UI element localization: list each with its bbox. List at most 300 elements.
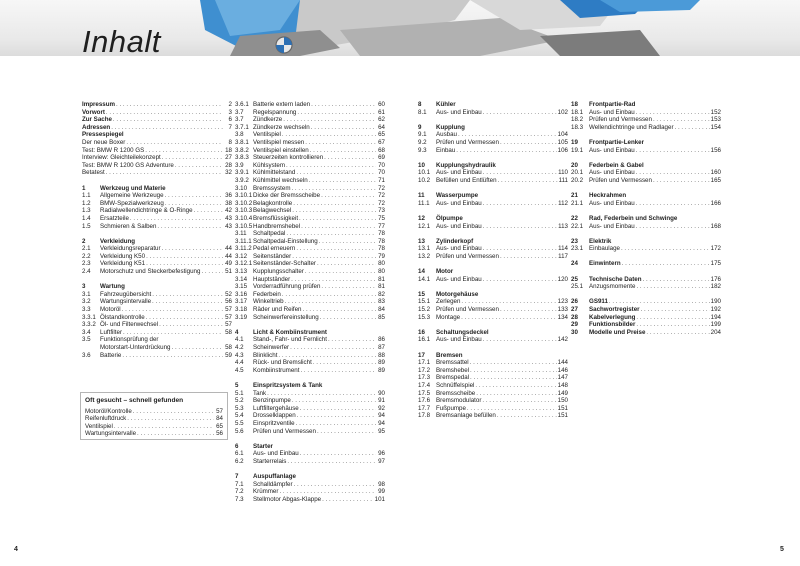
toc-leader-dots xyxy=(123,329,223,337)
toc-leader-dots xyxy=(201,268,223,276)
page-title: Inhalt xyxy=(82,24,161,56)
toc-entry-page: 43 xyxy=(225,222,232,230)
toc-entry[interactable] xyxy=(82,291,232,299)
toc-entry[interactable] xyxy=(571,306,721,314)
toc-entry-number: 7.3 xyxy=(235,495,244,503)
toc-leader-dots xyxy=(296,420,376,428)
quick-find-entry[interactable] xyxy=(85,415,223,423)
toc-leader-dots xyxy=(116,101,223,109)
toc-entry-number: 2.3 xyxy=(82,260,91,268)
quick-find-list xyxy=(85,408,223,438)
toc-entry[interactable] xyxy=(235,291,385,299)
toc-leader-dots xyxy=(175,162,223,170)
toc-entry[interactable] xyxy=(82,260,232,268)
toc-entry[interactable] xyxy=(235,230,385,238)
toc-entry[interactable] xyxy=(235,192,385,200)
toc-entry-number: 22.1 xyxy=(571,222,584,230)
toc-entry[interactable] xyxy=(235,496,385,504)
toc-spacer xyxy=(571,154,721,162)
toc-leader-dots xyxy=(310,147,376,155)
toc-entry-label: Verkleidung K51 xyxy=(100,260,146,268)
toc-leader-dots xyxy=(300,367,376,375)
toc-spacer xyxy=(571,291,721,299)
toc-entry[interactable] xyxy=(418,253,568,261)
toc-leader-dots xyxy=(114,423,214,431)
toc-entry-number: 17 xyxy=(418,351,425,359)
toc-entry-page: 156 xyxy=(710,146,721,154)
toc-entry[interactable] xyxy=(82,139,232,147)
toc-entry-number: 16 xyxy=(418,328,425,336)
toc-entry[interactable] xyxy=(235,109,385,117)
toc-entry-label: Seitenständer xyxy=(253,252,292,260)
toc-entry[interactable] xyxy=(235,344,385,352)
toc-entry[interactable] xyxy=(235,276,385,284)
toc-entry-page: 38 xyxy=(225,199,232,207)
toc-entry[interactable] xyxy=(418,336,568,344)
toc-entry-label: Öl- und Filterwechsel xyxy=(100,321,159,329)
toc-chapter-heading[interactable] xyxy=(418,162,568,170)
toc-entry-label: Aus- und Einbau xyxy=(436,275,482,283)
toc-entry-label: Krümmer xyxy=(253,488,279,496)
toc-spacer xyxy=(418,321,568,329)
toc-leader-dots xyxy=(320,314,376,322)
toc-entry[interactable] xyxy=(82,268,232,276)
toc-entry[interactable] xyxy=(418,314,568,322)
toc-entry[interactable] xyxy=(418,306,568,314)
toc-entry[interactable] xyxy=(82,253,232,261)
toc-entry[interactable] xyxy=(571,109,721,117)
toc-chapter-heading[interactable] xyxy=(235,382,385,390)
toc-entry[interactable] xyxy=(82,321,232,329)
toc-entry[interactable] xyxy=(571,116,721,124)
toc-entry[interactable] xyxy=(571,314,721,322)
toc-leader-dots xyxy=(636,169,710,177)
toc-entry[interactable] xyxy=(235,336,385,344)
toc-spacer xyxy=(235,466,385,474)
toc-entry-label: Starter xyxy=(253,442,273,450)
toc-entry[interactable] xyxy=(235,177,385,185)
toc-entry[interactable] xyxy=(571,245,721,253)
toc-entry-label: Vorwort xyxy=(82,108,105,116)
toc-entry[interactable] xyxy=(235,131,385,139)
toc-entry-page: 44 xyxy=(225,252,232,260)
toc-entry[interactable] xyxy=(82,124,232,132)
toc-entry-number: 4.3 xyxy=(235,351,244,359)
toc-entry[interactable] xyxy=(235,412,385,420)
toc-entry-number: 17.8 xyxy=(418,412,431,420)
toc-entry-number: 15.3 xyxy=(418,313,431,321)
toc-entry-number: 18.3 xyxy=(571,123,584,131)
toc-entry-page: 28 xyxy=(225,161,232,169)
toc-entry-page: 71 xyxy=(378,176,385,184)
toc-entry[interactable] xyxy=(235,185,385,193)
toc-entry-label: Der neue Boxer xyxy=(82,138,126,146)
toc-chapter-heading[interactable] xyxy=(418,101,568,109)
toc-leader-dots xyxy=(111,124,223,132)
toc-entry-page: 190 xyxy=(710,298,721,306)
toc-entry[interactable] xyxy=(235,238,385,246)
toc-spacer xyxy=(82,177,232,185)
quick-find-box xyxy=(80,392,228,440)
toc-leader-dots xyxy=(291,185,376,193)
toc-entry-number: 5.4 xyxy=(235,412,244,420)
toc-entry-number: 5.3 xyxy=(235,404,244,412)
toc-entry-number: 3.8.2 xyxy=(235,146,249,154)
toc-entry-label: Tank xyxy=(253,389,267,397)
toc-entry[interactable] xyxy=(235,314,385,322)
toc-entry[interactable] xyxy=(235,268,385,276)
toc-entry[interactable] xyxy=(571,260,721,268)
toc-entry-number: 1.4 xyxy=(82,214,91,222)
toc-entry[interactable] xyxy=(418,298,568,306)
toc-entry-page: 87 xyxy=(378,344,385,351)
toc-entry-number: 18.1 xyxy=(571,108,584,116)
toc-entry[interactable] xyxy=(571,169,721,177)
toc-entry-page: 117 xyxy=(558,252,568,260)
toc-leader-dots xyxy=(267,390,376,398)
toc-entry-page: 134 xyxy=(557,313,568,321)
toc-entry-label: Handbremshebel xyxy=(253,222,301,230)
toc-entry-number: 27 xyxy=(571,306,578,314)
toc-entry-page: 175 xyxy=(710,260,721,268)
toc-entry-number: 5.6 xyxy=(235,427,244,435)
toc-leader-dots xyxy=(500,253,557,261)
toc-entry-number: 17.3 xyxy=(418,374,431,382)
toc-entry[interactable] xyxy=(82,223,232,231)
toc-entry-label: Steuerzeiten kontrollieren xyxy=(253,154,324,162)
toc-entry-number: 21 xyxy=(571,192,578,200)
toc-chapter-heading[interactable] xyxy=(571,101,721,109)
toc-spacer xyxy=(571,131,721,139)
toc-entry[interactable] xyxy=(571,177,721,185)
toc-entry-label: Aus- und Einbau xyxy=(589,108,635,116)
toc-entry[interactable] xyxy=(571,147,721,155)
toc-chapter-heading[interactable] xyxy=(571,162,721,170)
toc-entry-page: 78 xyxy=(378,237,385,245)
toc-entry-page: 160 xyxy=(710,169,721,177)
toc-chapter-heading[interactable] xyxy=(82,131,232,139)
toc-entry-label: Funktionsbilder xyxy=(589,321,636,329)
toc-entry-label: Bremssattel xyxy=(436,359,469,367)
toc-entry[interactable] xyxy=(235,215,385,223)
toc-entry-page: 91 xyxy=(378,397,385,405)
toc-chapter-heading[interactable] xyxy=(571,139,721,147)
toc-entry-page: 199 xyxy=(710,321,721,329)
toc-entry[interactable] xyxy=(571,276,721,284)
toc-entry-label: Schaltpedal-Einstellung xyxy=(253,237,318,245)
toc-chapter-heading[interactable] xyxy=(571,215,721,223)
toc-entry[interactable] xyxy=(82,245,232,253)
toc-entry[interactable] xyxy=(82,116,232,124)
toc-leader-dots xyxy=(133,408,214,416)
toc-entry-number: 2.1 xyxy=(82,245,91,253)
quick-find-entry[interactable] xyxy=(85,408,223,416)
toc-entry[interactable] xyxy=(418,245,568,253)
toc-entry-page: 67 xyxy=(378,138,385,146)
toc-leader-dots xyxy=(609,298,710,306)
toc-entry[interactable] xyxy=(235,154,385,162)
toc-entry[interactable] xyxy=(82,215,232,223)
toc-leader-dots xyxy=(106,109,223,117)
toc-entry-page: 56 xyxy=(225,298,232,306)
toc-chapter-heading[interactable] xyxy=(235,329,385,337)
toc-entry[interactable] xyxy=(418,147,568,155)
toc-leader-dots xyxy=(621,245,710,253)
toc-entry-label: Schmieren & Salben xyxy=(100,222,157,230)
toc-entry[interactable] xyxy=(418,139,568,147)
toc-entry[interactable] xyxy=(82,298,232,306)
toc-entry-label: Bremsflüssigkeit xyxy=(253,214,299,222)
toc-entry[interactable] xyxy=(235,306,385,314)
toc-entry[interactable] xyxy=(82,344,232,352)
quick-find-entry[interactable] xyxy=(85,423,223,431)
toc-entry-number: 3.17 xyxy=(235,298,248,306)
toc-entry-page: 101 xyxy=(374,495,385,503)
toc-entry-label: Befüllen und Entlüften xyxy=(436,176,497,184)
toc-entry[interactable] xyxy=(571,283,721,291)
toc-entry[interactable] xyxy=(235,200,385,208)
toc-entry-label: Kabelverlegung xyxy=(589,313,636,321)
toc-leader-dots xyxy=(641,306,710,314)
toc-chapter-heading[interactable] xyxy=(235,473,385,481)
toc-entry-page: 79 xyxy=(378,252,385,260)
toc-entry-label: Zündkerze wechseln xyxy=(253,123,310,131)
toc-entry[interactable] xyxy=(418,405,568,413)
toc-entry[interactable] xyxy=(82,329,232,337)
toc-entry-label: Allgemeine Werkzeuge xyxy=(100,192,164,200)
toc-leader-dots xyxy=(152,291,223,299)
toc-leader-dots xyxy=(636,147,710,155)
toc-entry-number: 3.9.2 xyxy=(235,176,249,184)
toc-entry[interactable] xyxy=(235,101,385,109)
toc-entry-label: Blinklicht xyxy=(253,351,278,359)
toc-leader-dots xyxy=(313,359,376,367)
toc-spacer xyxy=(571,230,721,238)
toc-chapter-heading[interactable] xyxy=(82,283,232,291)
toc-entry[interactable] xyxy=(418,200,568,208)
toc-entry[interactable] xyxy=(235,352,385,360)
toc-entry[interactable] xyxy=(235,428,385,436)
toc-leader-dots xyxy=(165,200,223,208)
toc-leader-dots xyxy=(127,415,214,423)
toc-chapter-heading[interactable] xyxy=(418,268,568,276)
toc-entry-page: 8 xyxy=(228,138,232,146)
toc-entry[interactable] xyxy=(82,154,232,162)
toc-entry-number: 3.10.5 xyxy=(235,222,253,230)
toc-entry[interactable] xyxy=(571,200,721,208)
toc-entry[interactable] xyxy=(235,283,385,291)
toc-chapter-heading[interactable] xyxy=(235,443,385,451)
toc-entry[interactable] xyxy=(235,223,385,231)
toc-entry-label: Bremsanlage befüllen xyxy=(436,412,496,420)
toc-entry[interactable] xyxy=(418,276,568,284)
toc-entry[interactable] xyxy=(418,169,568,177)
toc-entry-number: 3.5 xyxy=(82,336,91,344)
toc-entry-page: 133 xyxy=(557,306,568,314)
toc-entry-page: 192 xyxy=(710,306,721,314)
toc-entry[interactable] xyxy=(571,223,721,231)
toc-entry[interactable] xyxy=(571,329,721,337)
toc-entry[interactable] xyxy=(418,109,568,117)
toc-chapter-heading[interactable] xyxy=(82,238,232,246)
toc-entry-label: Einbaulage xyxy=(589,245,620,253)
toc-entry-label: Montage xyxy=(436,313,461,321)
toc-leader-dots xyxy=(194,207,223,215)
toc-entry[interactable] xyxy=(82,101,232,109)
toc-entry[interactable] xyxy=(418,390,568,398)
toc-chapter-heading[interactable] xyxy=(418,215,568,223)
toc-leader-dots xyxy=(162,245,223,253)
toc-chapter-heading[interactable] xyxy=(418,238,568,246)
toc-entry[interactable] xyxy=(235,169,385,177)
toc-entry[interactable] xyxy=(82,314,232,322)
toc-entry[interactable] xyxy=(235,260,385,268)
toc-entry[interactable] xyxy=(418,367,568,375)
toc-entry-label: Radialwellendichtringe & O-Ringe xyxy=(100,207,193,215)
toc-entry[interactable] xyxy=(571,298,721,306)
toc-entry[interactable] xyxy=(235,481,385,489)
toc-entry[interactable] xyxy=(235,359,385,367)
toc-entry[interactable] xyxy=(235,245,385,253)
toc-entry[interactable] xyxy=(235,124,385,132)
toc-entry-page: 72 xyxy=(378,184,385,192)
toc-entry[interactable] xyxy=(418,223,568,231)
toc-entry-label: Rück- und Bremslicht xyxy=(253,359,312,367)
toc-leader-dots xyxy=(322,496,374,504)
toc-entry[interactable] xyxy=(82,207,232,215)
toc-entry[interactable] xyxy=(235,390,385,398)
toc-entry-page: 89 xyxy=(378,359,385,367)
toc-entry[interactable] xyxy=(235,488,385,496)
toc-entry[interactable] xyxy=(235,397,385,405)
toc-leader-dots xyxy=(282,291,376,299)
toc-entry-number: 17.4 xyxy=(418,381,431,389)
toc-entry[interactable] xyxy=(82,162,232,170)
toc-chapter-heading[interactable] xyxy=(571,238,721,246)
toc-entry[interactable] xyxy=(235,139,385,147)
toc-chapter-heading[interactable] xyxy=(571,192,721,200)
toc-entry-label: Aus- und Einbau xyxy=(436,169,482,177)
toc-leader-dots xyxy=(461,298,556,306)
toc-entry[interactable] xyxy=(235,420,385,428)
toc-leader-dots xyxy=(636,283,709,291)
toc-entry-page: 61 xyxy=(378,108,385,116)
toc-entry[interactable] xyxy=(82,192,232,200)
toc-spacer xyxy=(82,230,232,238)
toc-entry-label: Pedal erneuern xyxy=(253,245,296,253)
toc-chapter-heading[interactable] xyxy=(418,192,568,200)
toc-entry[interactable] xyxy=(235,207,385,215)
toc-spacer xyxy=(235,435,385,443)
toc-entry-number: 18.2 xyxy=(571,116,584,124)
toc-spacer xyxy=(418,344,568,352)
toc-leader-dots xyxy=(162,154,223,162)
toc-entry-label: Anzugsmomente xyxy=(589,283,636,291)
toc-leader-dots xyxy=(476,390,556,398)
toc-entry[interactable] xyxy=(235,450,385,458)
toc-entry[interactable] xyxy=(235,147,385,155)
toc-entry-number: 21.1 xyxy=(571,199,584,207)
toc-entry-number: 15.2 xyxy=(418,306,431,314)
toc-leader-dots xyxy=(456,147,556,155)
toc-entry-page: 64 xyxy=(378,123,385,131)
toc-entry-label: Bremsscheibe xyxy=(436,389,476,397)
toc-entry[interactable] xyxy=(418,177,568,185)
toc-leader-dots xyxy=(278,352,376,360)
toc-entry-label: Aus- und Einbau xyxy=(436,199,482,207)
toc-entry[interactable] xyxy=(235,162,385,170)
toc-entry[interactable] xyxy=(82,200,232,208)
toc-entry[interactable] xyxy=(235,298,385,306)
toc-entry-page: 78 xyxy=(378,245,385,253)
toc-entry[interactable] xyxy=(82,147,232,155)
toc-leader-dots xyxy=(146,253,223,261)
toc-entry-label: Aus- und Einbau xyxy=(436,108,482,116)
toc-entry-label: Prüfen und Vermessen xyxy=(436,306,499,314)
toc-leader-dots xyxy=(286,230,376,238)
toc-entry-number: 7 xyxy=(235,473,239,481)
toc-entry[interactable] xyxy=(418,359,568,367)
toc-entry-label: Wartungsintervalle xyxy=(85,430,137,438)
toc-leader-dots xyxy=(305,268,376,276)
toc-entry[interactable] xyxy=(82,352,232,360)
toc-chapter-heading[interactable] xyxy=(418,291,568,299)
toc-entry-label: Fußpumpe xyxy=(436,404,466,412)
toc-entry-page: 146 xyxy=(557,366,568,374)
toc-entry-label: Zerlegen xyxy=(436,298,461,306)
toc-entry[interactable] xyxy=(82,109,232,117)
toc-entry[interactable] xyxy=(418,382,568,390)
toc-chapter-heading[interactable] xyxy=(418,352,568,360)
toc-entry-label: Scheinwerfer xyxy=(253,344,290,351)
toc-entry-label: Aus- und Einbau xyxy=(589,169,635,177)
toc-entry-page: 166 xyxy=(710,199,721,207)
toc-entry[interactable] xyxy=(82,169,232,177)
toc-entry[interactable] xyxy=(418,131,568,139)
toc-entry-label: Verkleidung K50 xyxy=(100,252,146,260)
toc-entry[interactable] xyxy=(571,124,721,132)
quick-find-title: Oft gesucht – schnell gefunden xyxy=(85,397,184,404)
toc-entry[interactable] xyxy=(235,405,385,413)
toc-entry-label: Ölstandkontrolle xyxy=(100,313,145,321)
toc-entry[interactable] xyxy=(235,367,385,375)
toc-chapter-heading[interactable] xyxy=(82,336,232,344)
toc-entry[interactable] xyxy=(418,374,568,382)
toc-entry[interactable] xyxy=(418,397,568,405)
toc-entry-page: 176 xyxy=(710,275,721,283)
page-number-left: 4 xyxy=(14,546,18,553)
toc-chapter-heading[interactable] xyxy=(82,185,232,193)
toc-entry[interactable] xyxy=(571,321,721,329)
toc-entry[interactable] xyxy=(235,253,385,261)
toc-leader-dots xyxy=(292,397,376,405)
toc-entry-number: 4 xyxy=(235,328,239,336)
toc-entry[interactable] xyxy=(235,458,385,466)
toc-entry-label: GS911 xyxy=(589,298,608,306)
toc-entry-page: 84 xyxy=(378,306,385,314)
toc-leader-dots xyxy=(458,131,557,139)
toc-entry-number: 30 xyxy=(571,328,578,336)
toc-entry-page: 58 xyxy=(225,344,232,351)
toc-chapter-heading[interactable] xyxy=(418,124,568,132)
toc-entry-label: Schalldämpfer xyxy=(253,480,293,488)
toc-entry[interactable] xyxy=(418,412,568,420)
toc-chapter-heading[interactable] xyxy=(418,329,568,337)
toc-entry-number: 2.4 xyxy=(82,268,91,276)
toc-entry[interactable] xyxy=(235,116,385,124)
toc-entry[interactable] xyxy=(82,306,232,314)
quick-find-entry[interactable] xyxy=(85,430,223,438)
